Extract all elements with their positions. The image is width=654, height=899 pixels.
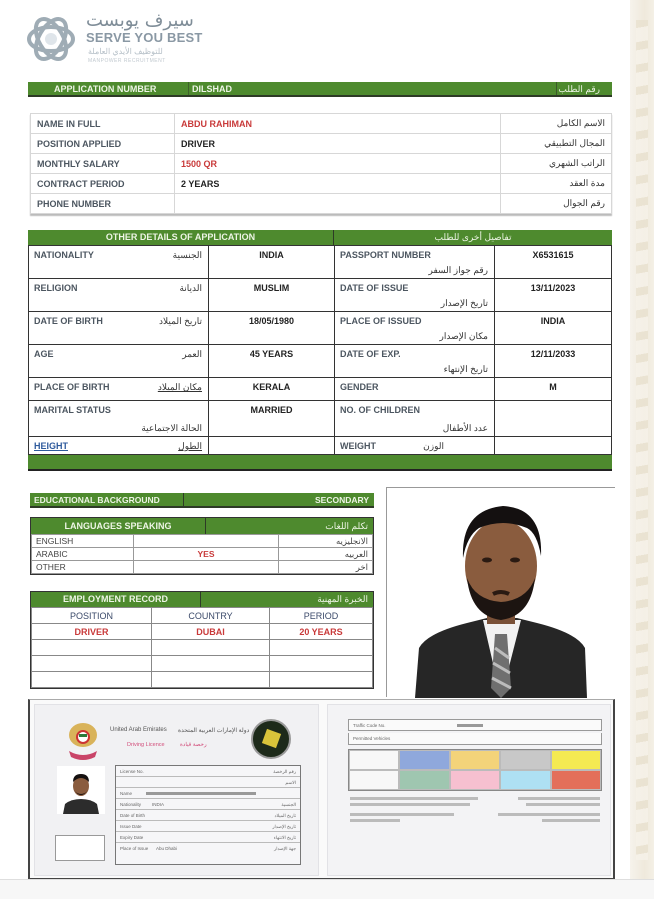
portrait-icon (387, 488, 616, 698)
licence-front (34, 704, 319, 876)
language-value (134, 561, 279, 574)
table-row (32, 548, 373, 561)
permitted-vehicles-row: Permitted Vehicles (348, 733, 602, 745)
gender-label: GENDER (335, 378, 495, 401)
application-number-label-ar: رقم الطلب (558, 84, 600, 94)
place-of-birth-value: KERALA (209, 378, 335, 401)
gender-value: M (495, 378, 612, 401)
table-row (31, 194, 612, 214)
vehicle-category-grid (348, 749, 602, 791)
age-value: 45 YEARS (209, 345, 335, 378)
licence-doc-en: Driving Licence (127, 742, 165, 748)
table-row (32, 561, 373, 574)
field-label-ar: المجال التطبيقي (501, 134, 612, 154)
table-row (31, 134, 612, 154)
religion-label: RELIGION الديانة (29, 279, 209, 312)
date-of-issue-value: 13/11/2023 (495, 279, 612, 312)
table-row (32, 624, 373, 640)
weight-value (495, 437, 612, 455)
uae-emblem-icon (65, 721, 101, 761)
basic-info-table (30, 113, 612, 214)
education-label: EDUCATIONAL BACKGROUND (30, 493, 184, 506)
other-details-table (28, 245, 612, 455)
driving-licence-copy (28, 699, 615, 880)
knot-logo-icon (24, 12, 78, 66)
table-row (31, 114, 612, 134)
field-label-ar: مدة العقد (501, 174, 612, 194)
date-of-issue-label: DATE OF ISSUE تاريخ الإصدار (335, 279, 495, 312)
religion-value: MUSLIM (209, 279, 335, 312)
height-value (209, 437, 335, 455)
field-label-ar: الاسم الكامل (501, 114, 612, 134)
table-row (29, 401, 612, 437)
position-applied-value: DRIVER (175, 134, 501, 154)
language-value (134, 535, 279, 548)
employment-period: 20 YEARS (270, 624, 373, 640)
languages-title-ar: تكلم اللغات (325, 521, 368, 531)
monthly-salary-value: 1500 QR (175, 154, 501, 174)
table-row (32, 640, 373, 656)
other-details-title-ar: تفاصيل أخرى للطلب (434, 232, 512, 242)
field-label-ar: الراتب الشهري (501, 154, 612, 174)
weight-label: WEIGHT الوزن (335, 437, 495, 455)
education-value: SECONDARY (315, 495, 369, 505)
other-details-footer-bar (28, 455, 612, 471)
marital-status-label: MARITAL STATUS الحالة الاجتماعية (29, 401, 209, 437)
language-label-ar: العربيه (279, 548, 373, 561)
application-number-value: DILSHAD (192, 84, 232, 94)
licence-doc-ar: رخصة قيادة (180, 742, 207, 748)
field-label: MONTHLY SALARY (31, 154, 175, 174)
table-row (32, 656, 373, 672)
date-of-birth-label: DATE OF BIRTH تاريخ الميلاد (29, 312, 209, 345)
table-row (29, 345, 612, 378)
field-label: POSITION APPLIED (31, 134, 175, 154)
table-header-row (32, 608, 373, 624)
place-of-issue-label: PLACE OF ISSUED مكان الإصدار (335, 312, 495, 345)
other-details-section (28, 230, 612, 471)
table-row (29, 246, 612, 279)
table-row (31, 154, 612, 174)
table-row (29, 279, 612, 312)
field-label-ar: رقم الجوال (501, 194, 612, 214)
application-number-label: APPLICATION NUMBER (54, 84, 157, 94)
licence-country-ar: دولة الإمارات العربية المتحدة (178, 728, 250, 734)
logo-arabic-name: سيرف يوبست (86, 10, 194, 31)
table-row (32, 535, 373, 548)
date-of-expiry-value: 12/11/2033 (495, 345, 612, 378)
passport-number-value: X6531615 (495, 246, 612, 279)
traffic-code-row: Traffic Code No. (348, 719, 602, 731)
other-details-header (28, 230, 612, 245)
employment-country: DUBAI (152, 624, 270, 640)
company-logo (24, 8, 214, 70)
licence-signature-box (55, 835, 105, 861)
date-of-birth-value: 18/05/1980 (209, 312, 335, 345)
other-details-title: OTHER DETAILS OF APPLICATION (28, 230, 334, 245)
column-header: PERIOD (270, 608, 373, 624)
languages-header (31, 518, 373, 534)
table-row (32, 672, 373, 688)
language-label-ar: الانجليزيه (279, 535, 373, 548)
licence-country-en: United Arab Emirates (110, 727, 167, 733)
field-label: NAME IN FULL (31, 114, 175, 134)
employment-position: DRIVER (32, 624, 152, 640)
height-label: HEIGHT الطول (29, 437, 209, 455)
bottom-bar (0, 879, 654, 899)
nationality-label: NATIONALITY الجنسية (29, 246, 209, 279)
employment-title: EMPLOYMENT RECORD (31, 592, 201, 607)
language-label-ar: اخر (279, 561, 373, 574)
language-label: ENGLISH (32, 535, 134, 548)
passport-number-label: PASSPORT NUMBER رقم جواز السفر (335, 246, 495, 279)
children-label: NO. OF CHILDREN عدد الأطفال (335, 401, 495, 437)
languages-title: LANGUAGES SPEAKING (31, 518, 206, 534)
column-header: COUNTRY (152, 608, 270, 624)
application-number-bar (28, 82, 612, 97)
place-of-issue-value: INDIA (495, 312, 612, 345)
full-name-value: ABDU RAHIMAN (175, 114, 501, 134)
licence-fields: License No. رقم الرخصة الاسم Name Nationality INDIA الجنسية Date of Birth تاريخ الميلاد Issue Date تاريخ الإصدار Expiry Date تاريخ الانتهاء Place of Issue Abu Dhabi جهة الإصدار (115, 765, 301, 865)
table-row (29, 437, 612, 455)
language-label: ARABIC (32, 548, 134, 561)
applicant-photo (386, 487, 615, 697)
marital-status-value: MARRIED (209, 401, 335, 437)
table-row (29, 312, 612, 345)
licence-photo (57, 766, 105, 814)
language-label: OTHER (32, 561, 134, 574)
field-label: PHONE NUMBER (31, 194, 175, 214)
table-row (31, 174, 612, 194)
column-header: POSITION (32, 608, 152, 624)
gcc-seal-icon (251, 719, 291, 759)
table-row (29, 378, 612, 401)
age-label: AGE العمر (29, 345, 209, 378)
languages-table (30, 517, 374, 575)
licence-back (327, 704, 611, 876)
phone-number-value (175, 194, 501, 214)
education-bar (30, 493, 374, 508)
logo-english-name: SERVE YOU BEST (86, 30, 203, 45)
page-edge-decoration (630, 0, 654, 880)
language-value: YES (134, 548, 279, 561)
field-label: CONTRACT PERIOD (31, 174, 175, 194)
place-of-birth-label: PLACE OF BIRTH مكان الميلاد (29, 378, 209, 401)
employment-record-table (30, 591, 374, 689)
employment-title-ar: الخبرة المهنية (317, 594, 368, 604)
children-value (495, 401, 612, 437)
nationality-value: INDIA (209, 246, 335, 279)
contract-period-value: 2 YEARS (175, 174, 501, 194)
logo-english-subtitle: MANPOWER RECRUITMENT (88, 58, 166, 64)
logo-arabic-subtitle: للتوظيف الأيدي العاملة (88, 47, 163, 56)
employment-header (31, 592, 373, 607)
date-of-expiry-label: DATE OF EXP. تاريخ الإنتهاء (335, 345, 495, 378)
